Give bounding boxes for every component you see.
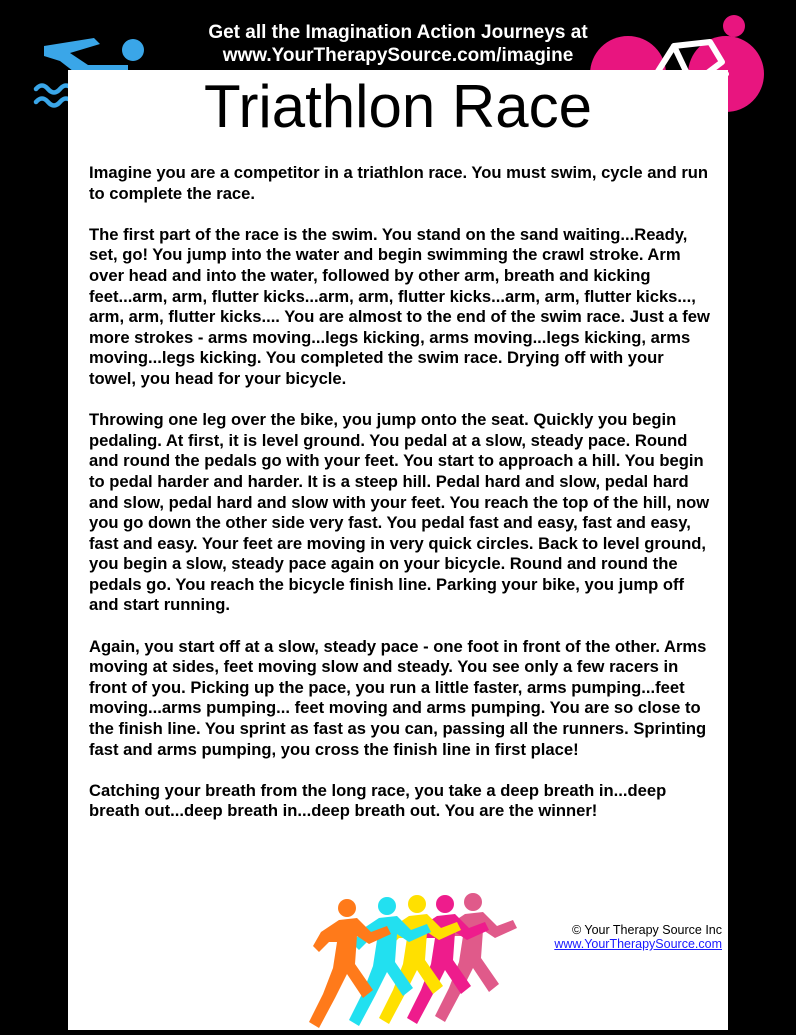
paragraph: Throwing one leg over the bike, you jump onto the seat. Quickly you begin pedaling. At first, it is level ground. You pedal at a slow, steady pace. Round and round the pedals go with your feet. You start to approach a hill. You begin to pedal harder and harder. It is a steep hill. Pedal hard and slow, pedal hard and slow, pedal hard and slow with your feet. You reach the top of the hill, now you go down the other side very fast. You pedal fast and easy, fast and easy, fast and easy. Your feet are moving in very quick circles. Back to level ground, you begin a slow, steady pace again on your bicycle. Round and round the pedals go. You reach the bicycle finish line. Parking your bike, you jump off and start running. (89, 410, 710, 615)
paragraph: Imagine you are a competitor in a triathlon race. You must swim, cycle and run to complete the race. (89, 163, 709, 203)
header-url-link[interactable]: www.YourTherapySource.com/imagine (222, 45, 574, 66)
footer-url-link[interactable]: www.YourTherapySource.com (554, 937, 722, 951)
paragraph: The first part of the race is the swim. You stand on the sand waiting...Ready, set, go! You jump into the water and begin swimming the crawl stroke. Arm over head and into the water, followed by other arm, breath and kicking feet...arm, arm, flutter kicks...arm, arm, flutter kicks...arm, arm, flutter kicks..., arm, arm, flutter kicks.... You are almost to the end of the swim race. Just a few more strokes - arms moving...legs kicking, arms moving...legs kicking, arms moving...legs kicking. You completed the swim race. Drying off with your towel, you head for your bicycle. (89, 224, 710, 388)
page-title: Triathlon Race (204, 73, 592, 140)
copyright-text: © Your Therapy Source Inc (571, 923, 722, 937)
paragraph: Catching your breath from the long race, you take a deep breath in...deep breath out...deep breath in...deep breath out. You are the winner! (89, 780, 667, 821)
runners-icon (295, 888, 530, 1035)
header-line-1: Get all the Imagination Action Journeys at (208, 22, 588, 43)
story-text (89, 163, 714, 843)
paragraph: Again, you start off at a slow, steady pace - one foot in front of the other. Arms moving at sides, feet moving slow and steady. You see only a few racers in front of you. Picking up the pace, you run a little faster, arms pumping...feet moving...arms pumping... feet moving and arms pumping. You are so close to the finish line. You sprint as fast as you can, passing all the runners. Sprinting fast and arms pumping, you cross the finish line in first place! (89, 636, 707, 759)
